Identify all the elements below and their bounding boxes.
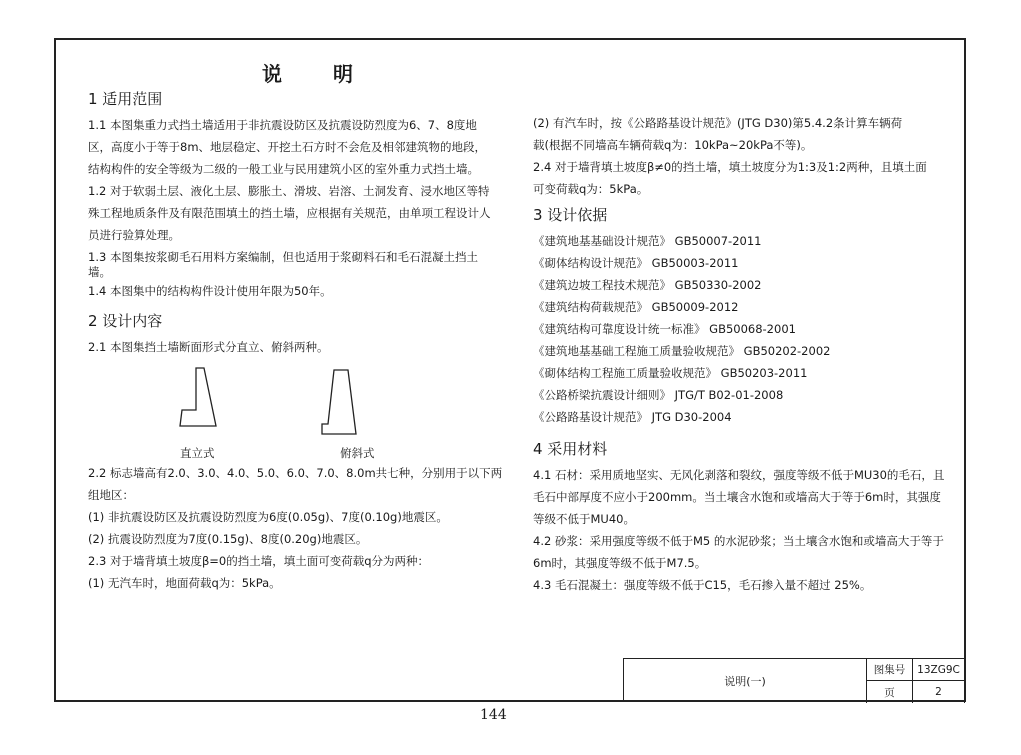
text-line: 6m时，其强度等级不低于M7.5。	[533, 556, 707, 570]
atlas-number-label: 图集号	[867, 659, 913, 681]
text-line: 2.4 对于墙背填土坡度β≠0的挡土墙，填土坡度分为1:3及1:2两种，且填土面	[533, 160, 927, 174]
section-heading-scope: 1 适用范围	[88, 90, 163, 108]
page-label: 页	[867, 681, 913, 703]
text-line: 2.3 对于墙背填土坡度β=0的挡土墙，填土面可变荷载q分为两种：	[88, 554, 430, 568]
text-line: (1) 非抗震设防区及抗震设防烈度为6度(0.05g)、7度(0.10g)地震区。	[88, 510, 448, 524]
text-line: 4.2 砂浆：采用强度等级不低于M5 的水泥砂浆；当土壤含水饱和或墙高大于等于	[533, 534, 944, 548]
page-title: 说 明	[262, 62, 375, 86]
text-line: 1.2 对于软弱土层、液化土层、膨胀土、滑坡、岩溶、土洞发育、浸水地区等特	[88, 184, 490, 198]
section-heading-basis: 3 设计依据	[533, 206, 608, 224]
text-line: (2) 有汽车时，按《公路路基设计规范》(JTG D30)第5.4.2条计算车辆荷	[533, 116, 903, 130]
right-column	[533, 112, 953, 596]
wall-section-figures	[88, 364, 508, 440]
text-line: 员进行验算处理。	[88, 228, 180, 242]
vertical-wall-section	[180, 368, 216, 426]
text-line: 4.3 毛石混凝土：强度等级不低于C15，毛石掺入量不超过 25%。	[533, 578, 872, 592]
figure-label-vertical: 直立式	[180, 446, 215, 460]
standard-line: 《公路桥梁抗震设计细则》 JTG/T B02-01-2008	[533, 388, 784, 402]
text-line: 毛石中部厚度不应小于200mm。当土壤含水饱和或墙高大于等于6m时，其强度	[533, 490, 941, 504]
standard-line: 《砌体结构工程施工质量验收规范》 GB50203-2011	[533, 366, 808, 380]
standard-line: 《公路路基设计规范》 JTG D30-2004	[533, 410, 732, 424]
text-line: 1.3 本图集按浆砌毛石用料方案编制，但也适用于浆砌料石和毛石混凝土挡土	[88, 250, 478, 264]
text-line: 区，高度小于等于8m、地层稳定、开挖土石方时不会危及相邻建筑物的地段，	[88, 140, 487, 154]
text-line: (1) 无汽车时，地面荷载q为：5kPa。	[88, 576, 281, 590]
section-heading-design: 2 设计内容	[88, 312, 163, 330]
left-column	[88, 84, 508, 594]
page-number: 144	[480, 707, 507, 723]
text-line: 可变荷载q为：5kPa。	[533, 182, 649, 196]
text-line: 4.1 石材：采用质地坚实、无风化剥落和裂纹，强度等级不低于MU30的毛石，且	[533, 468, 945, 482]
text-line: 1.1 本图集重力式挡土墙适用于非抗震设防区及抗震设防烈度为6、7、8度地	[88, 118, 477, 132]
text-line: 2.1 本图集挡土墙断面形式分直立、俯斜两种。	[88, 340, 329, 354]
page-value: 2	[913, 681, 965, 703]
text-line: 结构构件的安全等级为二级的一般工业与民用建筑小区的室外重力式挡土墙。	[88, 162, 479, 176]
wall-section-drawings	[88, 364, 508, 440]
standard-line: 《建筑结构荷载规范》 GB50009-2012	[533, 300, 739, 314]
text-line: 1.4 本图集中的结构构件设计使用年限为50年。	[88, 284, 332, 298]
text-line: 等级不低于MU40。	[533, 512, 635, 526]
standard-line: 《建筑结构可靠度设计统一标准》 GB50068-2001	[533, 322, 796, 336]
text-line: 殊工程地质条件及有限范围填土的挡土墙，应根据有关规范，由单项工程设计人	[88, 206, 491, 220]
figure-labels	[88, 442, 508, 462]
standard-line: 《建筑边坡工程技术规范》 GB50330-2002	[533, 278, 762, 292]
text-line: (2) 抗震设防烈度为7度(0.15g)、8度(0.20g)地震区。	[88, 532, 368, 546]
text-line: 2.2 标志墙高有2.0、3.0、4.0、5.0、6.0、7.0、8.0m共七种，分别用于以下两	[88, 466, 503, 480]
atlas-number-value: 13ZG9C	[913, 659, 965, 681]
inclined-wall-section	[322, 370, 356, 434]
standard-line: 《建筑地基基础工程施工质量验收规范》 GB50202-2002	[533, 344, 831, 358]
title-block	[623, 658, 964, 702]
text-line: 墙。	[88, 265, 111, 279]
figure-label-inclined: 俯斜式	[340, 446, 375, 460]
text-line: 载(根据不同墙高车辆荷载q为：10kPa~20kPa不等)。	[533, 138, 813, 152]
text-line: 组地区：	[88, 488, 134, 502]
section-heading-materials: 4 采用材料	[533, 440, 608, 458]
standard-line: 《建筑地基基础设计规范》 GB50007-2011	[533, 234, 762, 248]
standard-line: 《砌体结构设计规范》 GB50003-2011	[533, 256, 739, 270]
drawing-name: 说明(一)	[624, 659, 867, 703]
